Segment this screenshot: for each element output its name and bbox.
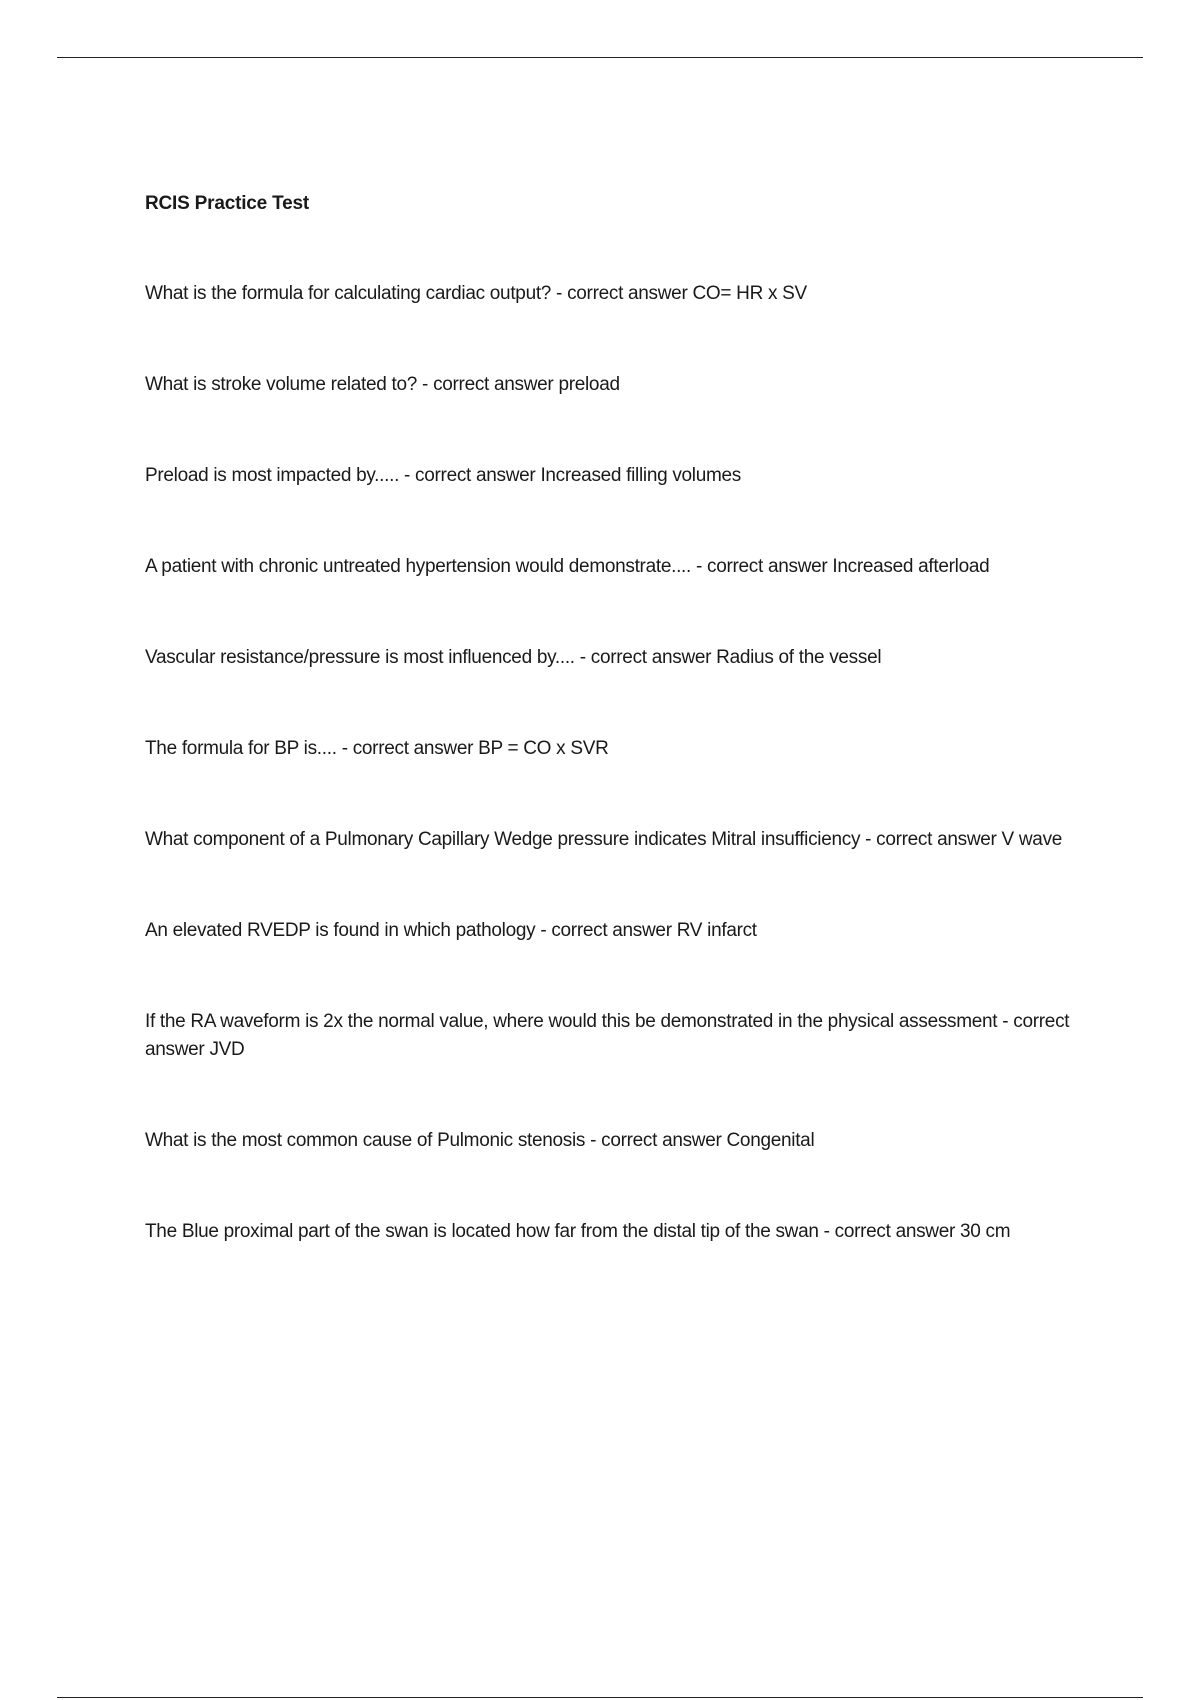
question-text: An elevated RVEDP is found in which pathology - <box>145 920 547 941</box>
answer-text: Increased filling volumes <box>540 465 741 486</box>
qa-item <box>145 1127 1095 1155</box>
answer-prefix: correct answer <box>590 647 712 668</box>
question-text: A patient with chronic untreated hypertension would demonstrate.... - <box>145 556 703 577</box>
document-title: RCIS Practice Test <box>145 193 309 214</box>
answer-text: V wave <box>1001 829 1063 850</box>
answer-prefix: correct answer <box>601 1130 722 1151</box>
answer-text: preload <box>558 374 620 395</box>
qa-item <box>145 553 1095 581</box>
answer-prefix: correct answer <box>834 1221 956 1242</box>
question-text: If the RA waveform is 2x the normal value, where would this be demonstrated in the physical assessment - <box>145 1011 1009 1032</box>
answer-prefix: correct answer <box>415 465 536 486</box>
answer-text: BP = CO x SVR <box>478 738 609 759</box>
qa-item <box>145 826 1095 854</box>
qa-item <box>145 735 1095 763</box>
answer-prefix: correct answer <box>876 829 997 850</box>
answer-text: Radius of the vessel <box>716 647 882 668</box>
qa-item <box>145 280 1095 308</box>
question-text: What is the most common cause of Pulmonic stenosis - <box>145 1130 597 1151</box>
bottom-divider <box>57 1697 1143 1698</box>
qa-list <box>145 280 1095 1246</box>
question-text: What is the formula for calculating cardiac output? - <box>145 283 563 304</box>
answer-prefix: correct answer <box>145 1011 1070 1060</box>
top-divider <box>57 57 1143 58</box>
qa-item <box>145 917 1095 945</box>
answer-prefix: correct answer <box>567 283 688 304</box>
question-text: The formula for BP is.... - <box>145 738 348 759</box>
answer-prefix: correct answer <box>707 556 828 577</box>
question-text: The Blue proximal part of the swan is located how far from the distal tip of the swan - <box>145 1221 830 1242</box>
answer-text: 30 cm <box>960 1221 1011 1242</box>
answer-text: JVD <box>209 1039 245 1060</box>
qa-item <box>145 644 1095 672</box>
question-text: What component of a Pulmonary Capillary Wedge pressure indicates Mitral insufficiency - <box>145 829 872 850</box>
question-text: Preload is most impacted by..... - <box>145 465 411 486</box>
answer-text: Increased afterload <box>832 556 990 577</box>
qa-item <box>145 371 1095 399</box>
answer-text: CO= HR x SV <box>692 283 807 304</box>
question-text: What is stroke volume related to? - <box>145 374 429 395</box>
answer-prefix: correct answer <box>433 374 554 395</box>
qa-item <box>145 1008 1095 1064</box>
question-text: Vascular resistance/pressure is most influenced by.... - <box>145 647 586 668</box>
answer-prefix: correct answer <box>551 920 672 941</box>
qa-item <box>145 462 1095 490</box>
document-body <box>145 190 1095 1246</box>
answer-text: Congenital <box>726 1130 815 1151</box>
answer-text: RV infarct <box>676 920 757 941</box>
qa-item <box>145 1218 1095 1246</box>
answer-prefix: correct answer <box>352 738 474 759</box>
